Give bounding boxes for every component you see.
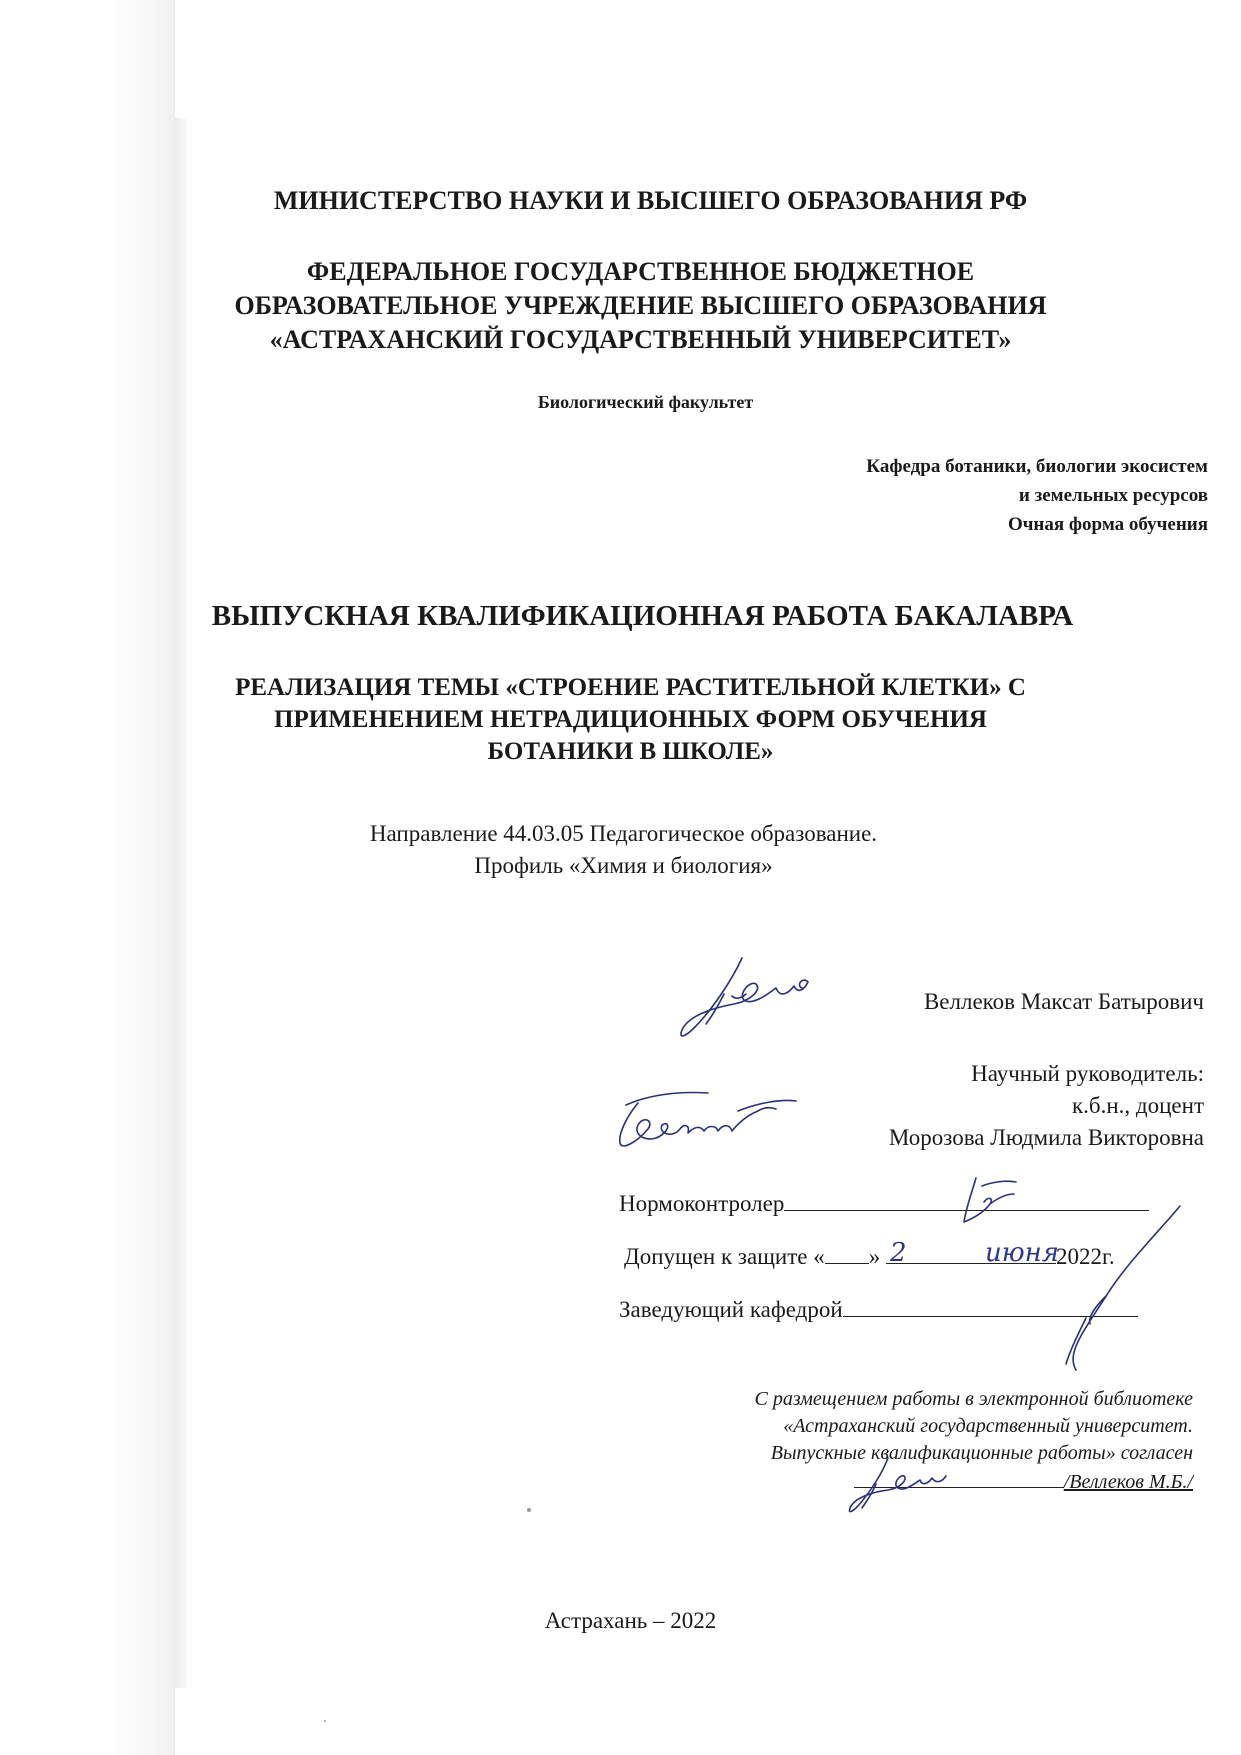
supervisor-signature-icon [608,1085,800,1160]
supervisor-label: Научный руководитель: [971,1061,1204,1086]
institution-line: «АСТРАХАНСКИЙ ГОСУДАРСТВЕННЫЙ УНИВЕРСИТЕТ» [269,325,1012,354]
work-theme [10,672,1241,768]
admission-year: 2022г. [1055,1244,1115,1269]
library-signature-icon [842,1452,952,1522]
city-year: Астрахань – 2022 [544,1608,717,1633]
institution-name [20,255,1241,357]
student-signature-icon [672,950,812,1050]
scan-speck [324,1720,326,1722]
admission-mid: » [868,1244,881,1269]
library-line: Выпускные квалификационные работы» согласен [770,1442,1193,1464]
theme-line: ПРИМЕНЕНИЕМ НЕТРАДИЦИОННЫХ ФОРМ ОБУЧЕНИЯ [274,706,987,733]
institution-line: ОБРАЗОВАТЕЛЬНОЕ УЧРЕЖДЕНИЕ ВЫСШЕГО ОБРАЗОВАНИЯ [234,291,1047,320]
study-form: Очная форма обучения [1007,514,1208,535]
head-of-department-label: Заведующий кафедрой [619,1297,843,1322]
department-line: и земельных ресурсов [1018,485,1208,506]
ministry-title: МИНИСТЕРСТВО НАУКИ И ВЫСШЕГО ОБРАЗОВАНИЯ РФ [273,186,1028,215]
admission-month-handwritten: июня [985,1238,1059,1268]
scan-speck [527,1508,531,1512]
department-line: Кафедра ботаники, биологии экосистем [866,456,1208,477]
work-type-heading: ВЫПУСКНАЯ КВАЛИФИКАЦИОННАЯ РАБОТА БАКАЛАВРА [211,600,1074,632]
theme-line: БОТАНИКИ В ШКОЛЕ» [487,738,774,765]
head-signature-icon [1010,1200,1190,1380]
institution-line: ФЕДЕРАЛЬНОЕ ГОСУДАРСТВЕННОЕ БЮДЖЕТНОЕ [306,257,975,286]
admission-day-line [825,1243,869,1264]
library-line: «Астраханский государственный университет. [783,1415,1193,1437]
theme-line: РЕАЛИЗАЦИЯ ТЕМЫ «СТРОЕНИЕ РАСТИТЕЛЬНОЙ КЛЕТКИ» С [235,674,1026,701]
library-line: С размещением работы в электронной библиотеке [754,1388,1193,1410]
profile-text: Профиль «Химия и биология» [474,853,773,878]
library-signature-row [755,1467,1193,1496]
normocontroller-label: Нормоконтролер [619,1191,785,1216]
supervisor-block [889,1058,1204,1154]
supervisor-name: Морозова Людмила Викторовна [888,1125,1204,1150]
direction-text: Направление 44.03.05 Педагогическое образование. [369,821,878,846]
direction-block [3,818,1241,882]
faculty-name: Биологический факультет [537,392,754,412]
department-block [866,452,1208,539]
supervisor-degree: к.б.н., доцент [1071,1093,1204,1118]
student-name: Веллеков Максат Батырович [923,989,1204,1014]
library-signature-name: /Веллеков М.Б./ [1063,1471,1193,1493]
admission-day-handwritten: 2 [890,1238,907,1268]
library-consent [755,1386,1193,1496]
admission-prefix: Допущен к защите « [624,1244,825,1269]
